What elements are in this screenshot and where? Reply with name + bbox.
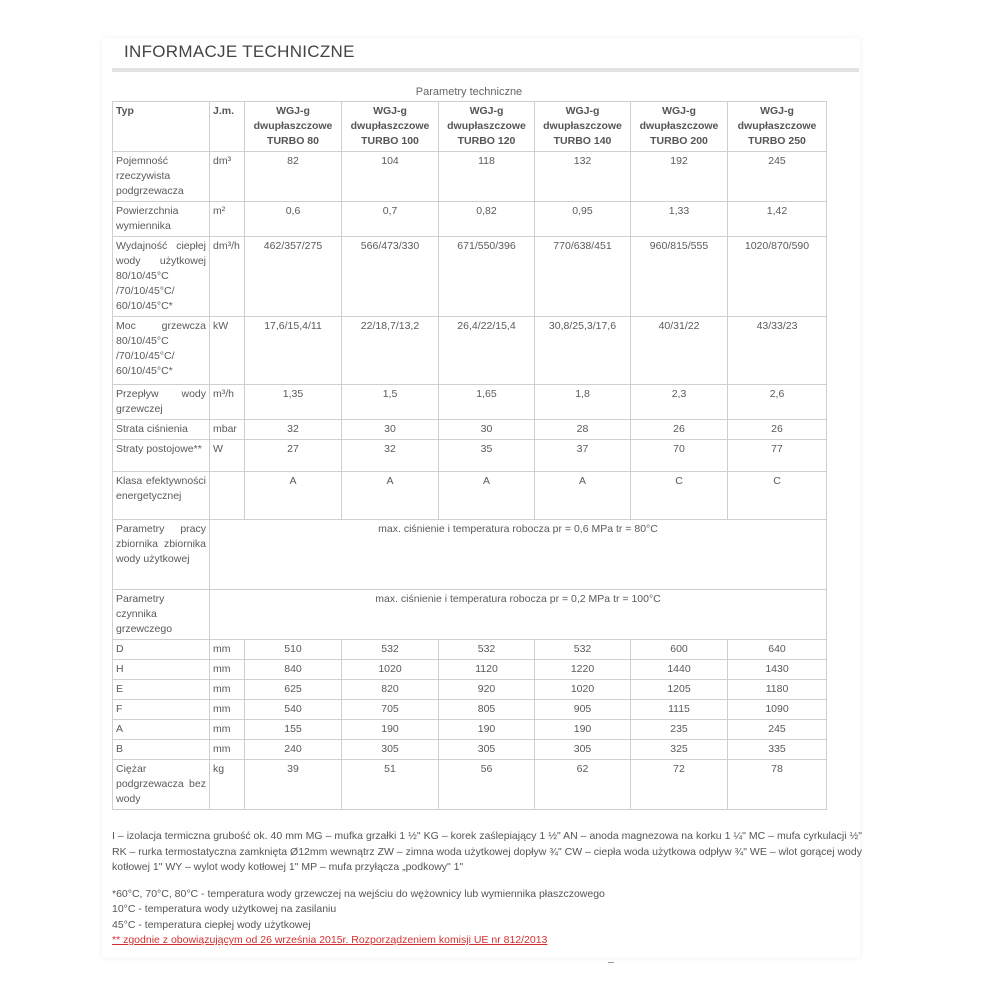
row-label: Parametry pracy zbiornika zbiornika wody użytkowej (113, 520, 210, 590)
table-row (113, 472, 827, 520)
header-unit: J.m. (210, 102, 245, 152)
value-cell: 77 (728, 440, 827, 472)
value-cell: 1020/870/590 (728, 237, 827, 317)
value-cell: 705 (342, 700, 439, 720)
row-unit: dm³/h (210, 237, 245, 317)
value-cell: C (728, 472, 827, 520)
value-cell: 70 (631, 440, 728, 472)
value-cell: 245 (728, 720, 827, 740)
row-label: Wydajność ciepłej wody użytkowej 80/10/45°C /70/10/45°C/ 60/10/45°C* (113, 237, 210, 317)
row-label: Pojemność rzeczywista podgrzewacza (113, 152, 210, 202)
row-unit: mm (210, 680, 245, 700)
value-cell: 770/638/451 (535, 237, 631, 317)
value-cell: 72 (631, 760, 728, 810)
value-cell: 118 (439, 152, 535, 202)
value-cell: 1,33 (631, 202, 728, 237)
row-label: H (113, 660, 210, 680)
row-unit: m³/h (210, 385, 245, 420)
header-typ: Typ (113, 102, 210, 152)
row-label: Moc grzewcza 80/10/45°C /70/10/45°C/ 60/10/45°C* (113, 317, 210, 385)
table-row (113, 152, 827, 202)
row-unit: kW (210, 317, 245, 385)
value-cell: 1220 (535, 660, 631, 680)
value-cell: 30 (439, 420, 535, 440)
table-caption: Parametry techniczne (415, 86, 523, 98)
row-label: Ciężar podgrzewacza bez wody (113, 760, 210, 810)
header-model: WGJ-g dwupłaszczowe TURBO 200 (631, 102, 728, 152)
value-cell: 190 (535, 720, 631, 740)
table-row (113, 680, 827, 700)
table-row (113, 237, 827, 317)
table-row (113, 720, 827, 740)
table-row (113, 420, 827, 440)
divider-mark (608, 962, 614, 963)
value-cell: 51 (342, 760, 439, 810)
value-cell: 43/33/23 (728, 317, 827, 385)
value-cell: 1,42 (728, 202, 827, 237)
table-header-row (113, 102, 827, 152)
temperature-notes (112, 887, 862, 949)
value-cell: 305 (535, 740, 631, 760)
value-cell: 1020 (535, 680, 631, 700)
value-cell: 1,65 (439, 385, 535, 420)
value-cell: 32 (245, 420, 342, 440)
footnotes (112, 829, 862, 949)
value-cell: 30 (342, 420, 439, 440)
table-row (113, 740, 827, 760)
value-cell: 905 (535, 700, 631, 720)
value-cell: 625 (245, 680, 342, 700)
value-cell: 240 (245, 740, 342, 760)
value-cell: 1,35 (245, 385, 342, 420)
table-row (113, 760, 827, 810)
value-cell: 26 (728, 420, 827, 440)
value-cell: 0,82 (439, 202, 535, 237)
value-cell: 805 (439, 700, 535, 720)
value-cell: 62 (535, 760, 631, 810)
page-heading: INFORMACJE TECHNICZNE (124, 42, 355, 61)
table-row (113, 660, 827, 680)
value-cell: 245 (728, 152, 827, 202)
value-cell: 40/31/22 (631, 317, 728, 385)
table-row (113, 640, 827, 660)
value-cell: 1,8 (535, 385, 631, 420)
value-cell: 1430 (728, 660, 827, 680)
value-cell: 1,5 (342, 385, 439, 420)
table-body (113, 152, 827, 810)
row-unit: W (210, 440, 245, 472)
value-cell: 132 (535, 152, 631, 202)
value-cell: 28 (535, 420, 631, 440)
value-cell: 32 (342, 440, 439, 472)
value-cell: 305 (439, 740, 535, 760)
table-row (113, 520, 827, 590)
value-cell: 325 (631, 740, 728, 760)
row-unit: mm (210, 720, 245, 740)
header-model: WGJ-g dwupłaszczowe TURBO 250 (728, 102, 827, 152)
value-cell: 2,3 (631, 385, 728, 420)
row-label: Strata ciśnienia (113, 420, 210, 440)
value-cell: 26 (631, 420, 728, 440)
value-cell: 1180 (728, 680, 827, 700)
value-cell: 30,8/25,3/17,6 (535, 317, 631, 385)
value-cell: A (245, 472, 342, 520)
value-cell: A (439, 472, 535, 520)
table-row (113, 700, 827, 720)
row-label: B (113, 740, 210, 760)
spec-table (112, 101, 827, 810)
value-cell: 22/18,7/13,2 (342, 317, 439, 385)
value-cell: 0,7 (342, 202, 439, 237)
value-cell: 462/357/275 (245, 237, 342, 317)
value-cell: 920 (439, 680, 535, 700)
header-model: WGJ-g dwupłaszczowe TURBO 120 (439, 102, 535, 152)
value-cell: 235 (631, 720, 728, 740)
spanning-value: max. ciśnienie i temperatura robocza pr = 0,6 MPa tr = 80°C (210, 520, 827, 590)
value-cell: 155 (245, 720, 342, 740)
table-row (113, 440, 827, 472)
value-cell: 190 (342, 720, 439, 740)
row-unit: mbar (210, 420, 245, 440)
regulation-note: ** zgodnie z obowiązującym od 26 września 2015r. Rozporządzeniem komisji UE nr 812/2013 (112, 934, 548, 946)
value-cell: 640 (728, 640, 827, 660)
value-cell: 190 (439, 720, 535, 740)
value-cell: A (342, 472, 439, 520)
value-cell: 305 (342, 740, 439, 760)
spanning-value: max. ciśnienie i temperatura robocza pr = 0,2 MPa tr = 100°C (210, 590, 827, 640)
value-cell: 1090 (728, 700, 827, 720)
value-cell: 532 (439, 640, 535, 660)
table-row (113, 590, 827, 640)
note-line: 45°C - temperatura ciepłej wody użytkowej (112, 918, 311, 931)
value-cell: 960/815/555 (631, 237, 728, 317)
row-label: D (113, 640, 210, 660)
value-cell: 35 (439, 440, 535, 472)
row-unit: kg (210, 760, 245, 810)
value-cell: 671/550/396 (439, 237, 535, 317)
header-model: WGJ-g dwupłaszczowe TURBO 140 (535, 102, 631, 152)
row-label: Parametry czynnika grzewczego (113, 590, 210, 640)
row-unit: mm (210, 700, 245, 720)
value-cell: 17,6/15,4/11 (245, 317, 342, 385)
value-cell: 78 (728, 760, 827, 810)
row-label: Klasa efektywności energetycznej (113, 472, 210, 520)
table-row (113, 317, 827, 385)
note-line: *60°C, 70°C, 80°C - temperatura wody grzewczej na wejściu do wężownicy lub wymiennika płaszczowego (112, 887, 605, 900)
value-cell: C (631, 472, 728, 520)
value-cell: 1205 (631, 680, 728, 700)
table-row (113, 202, 827, 237)
value-cell: 1020 (342, 660, 439, 680)
value-cell: 192 (631, 152, 728, 202)
value-cell: 2,6 (728, 385, 827, 420)
row-unit: m² (210, 202, 245, 237)
row-unit: mm (210, 740, 245, 760)
header-model: WGJ-g dwupłaszczowe TURBO 100 (342, 102, 439, 152)
value-cell: 104 (342, 152, 439, 202)
row-label: Przepływ wody grzewczej (113, 385, 210, 420)
row-unit: dm³ (210, 152, 245, 202)
row-label: A (113, 720, 210, 740)
value-cell: 26,4/22/15,4 (439, 317, 535, 385)
value-cell: 566/473/330 (342, 237, 439, 317)
value-cell: 600 (631, 640, 728, 660)
row-label: F (113, 700, 210, 720)
row-label: Straty postojowe** (113, 440, 210, 472)
table-row (113, 385, 827, 420)
value-cell: 510 (245, 640, 342, 660)
note-line: 10°C - temperatura wody użytkowej na zasilaniu (112, 903, 337, 915)
row-label: E (113, 680, 210, 700)
heading-underline (112, 68, 859, 72)
value-cell: 1440 (631, 660, 728, 680)
value-cell: 39 (245, 760, 342, 810)
value-cell: 27 (245, 440, 342, 472)
value-cell: A (535, 472, 631, 520)
value-cell: 840 (245, 660, 342, 680)
value-cell: 0,95 (535, 202, 631, 237)
value-cell: 532 (342, 640, 439, 660)
value-cell: 56 (439, 760, 535, 810)
value-cell: 540 (245, 700, 342, 720)
value-cell: 1115 (631, 700, 728, 720)
value-cell: 0,6 (245, 202, 342, 237)
row-unit: mm (210, 660, 245, 680)
value-cell: 1120 (439, 660, 535, 680)
value-cell: 820 (342, 680, 439, 700)
value-cell: 532 (535, 640, 631, 660)
connection-legend: I – izolacja termiczna grubość ok. 40 mm MG – mufka grzałki 1 ½" KG – korek zaślepiający 1 ½" AN – anoda magnezowa na korku 1 ¼" MC – mufa cyrkulacji ½" RK – rurka termostatyczna zamknięta Ø12mm wewnątrz ZW – zimna woda użytkowej dopływ ¾" CW – ciepła woda użytkowa odpływ ¾" WE – wlot gorącej wody kotłowej 1" WY – wylot wody kotłowej 1" MP – mufa przyłącza „podkowy" 1" (112, 830, 862, 873)
row-unit: mm (210, 640, 245, 660)
row-label: Powierzchnia wymiennika (113, 202, 210, 237)
header-model: WGJ-g dwupłaszczowe TURBO 80 (245, 102, 342, 152)
value-cell: 82 (245, 152, 342, 202)
value-cell: 335 (728, 740, 827, 760)
value-cell: 37 (535, 440, 631, 472)
row-unit (210, 472, 245, 520)
